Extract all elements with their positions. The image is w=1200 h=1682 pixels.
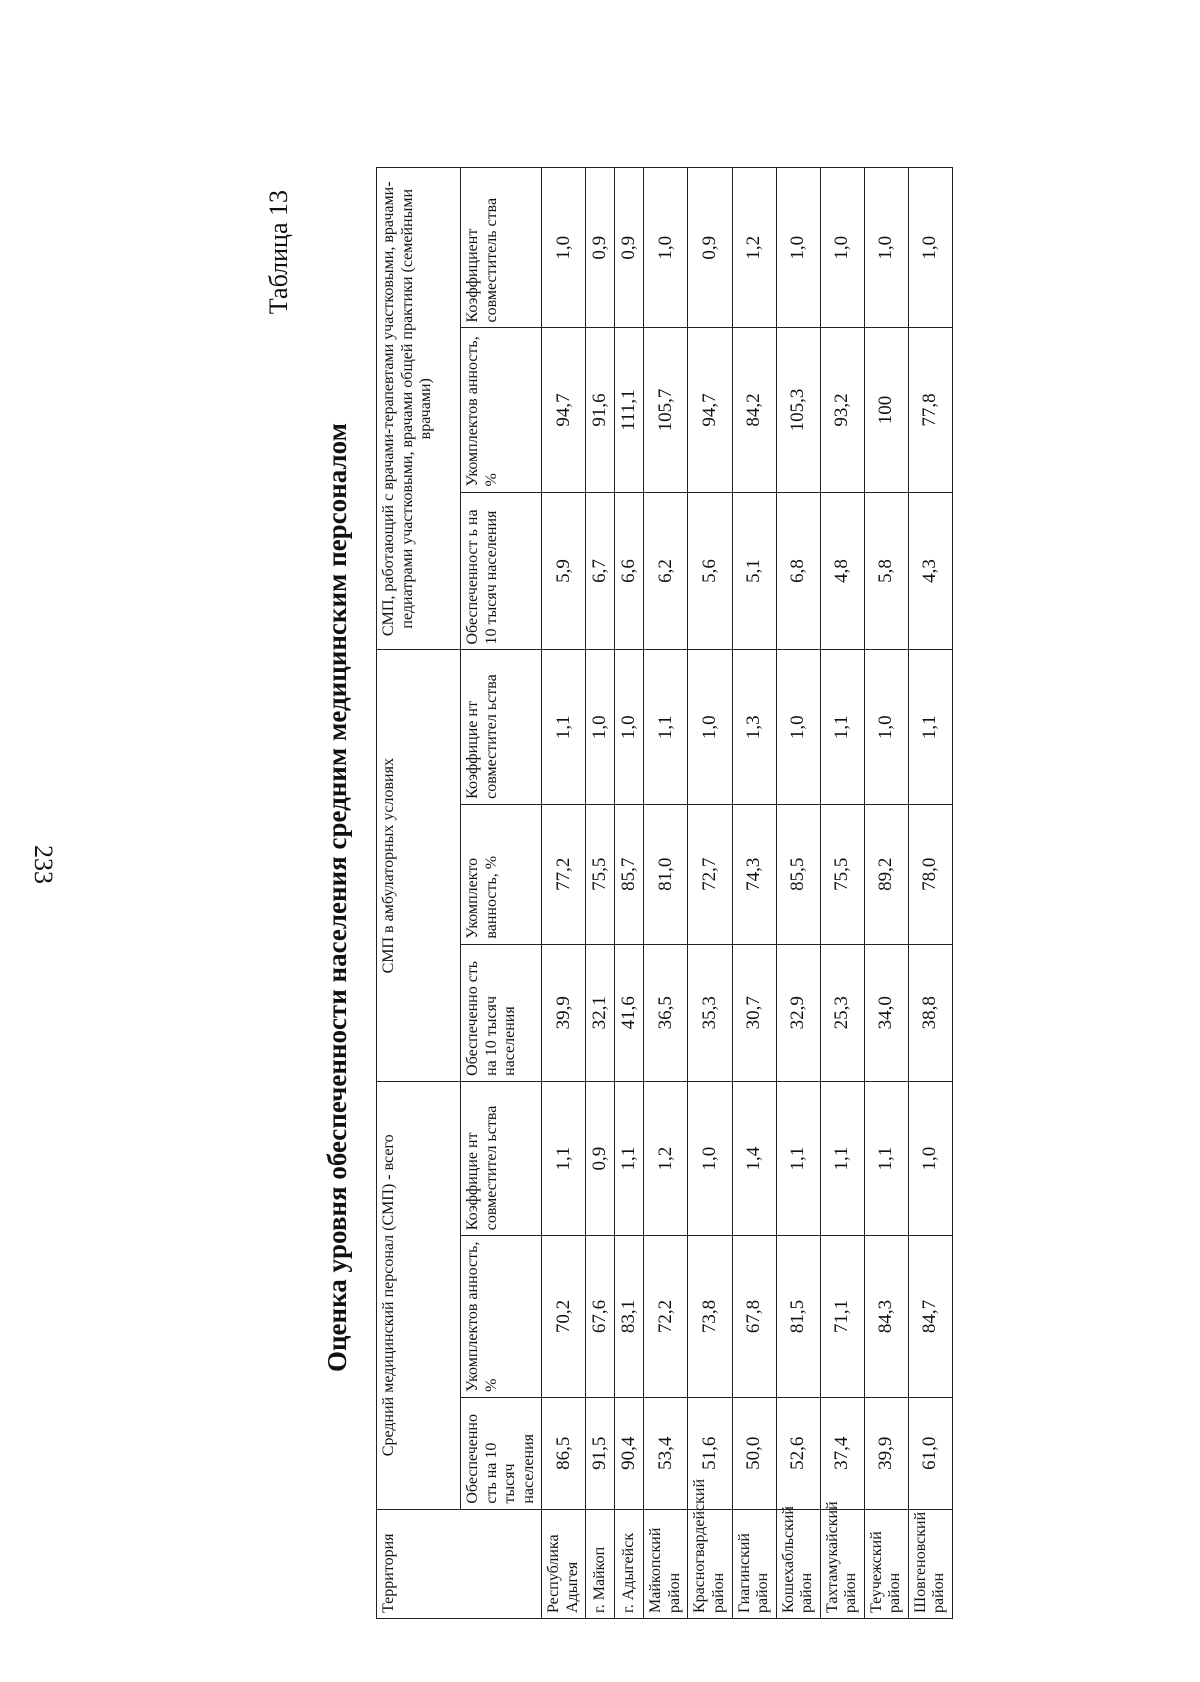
value-cell: 1,0 xyxy=(908,1081,952,1235)
value-cell: 1,1 xyxy=(615,1081,644,1235)
value-cell: 77,2 xyxy=(542,804,586,944)
header-sub: Укомплекто ванность, % xyxy=(461,804,542,944)
table-row xyxy=(542,168,586,1619)
table-row xyxy=(820,168,864,1619)
value-cell: 39,9 xyxy=(864,1397,908,1509)
value-cell: 90,4 xyxy=(615,1397,644,1509)
value-cell: 0,9 xyxy=(688,168,732,328)
value-cell: 6,7 xyxy=(586,492,615,650)
territory-cell: г. Майкоп xyxy=(586,1509,615,1618)
value-cell: 105,3 xyxy=(776,328,820,492)
table-row xyxy=(908,168,952,1619)
value-cell: 4,3 xyxy=(908,492,952,650)
header-sub: Обеспеченност ь на 10 тысяч населения xyxy=(461,492,542,650)
staffing-table xyxy=(376,167,953,1619)
value-cell: 4,8 xyxy=(820,492,864,650)
value-cell: 111,1 xyxy=(615,328,644,492)
value-cell: 32,9 xyxy=(776,944,820,1081)
value-cell: 75,5 xyxy=(586,804,615,944)
value-cell: 67,6 xyxy=(586,1236,615,1398)
value-cell: 70,2 xyxy=(542,1236,586,1398)
value-cell: 1,2 xyxy=(644,1081,688,1235)
value-cell: 86,5 xyxy=(542,1397,586,1509)
territory-cell: Шовгеновский район xyxy=(908,1509,952,1618)
header-sub: Обеспеченно сть на 10 тысяч населения xyxy=(461,944,542,1081)
value-cell: 61,0 xyxy=(908,1397,952,1509)
value-cell: 77,8 xyxy=(908,328,952,492)
table-row xyxy=(586,168,615,1619)
value-cell: 1,0 xyxy=(542,168,586,328)
value-cell: 50,0 xyxy=(732,1397,776,1509)
value-cell: 72,7 xyxy=(688,804,732,944)
value-cell: 67,8 xyxy=(732,1236,776,1398)
value-cell: 1,1 xyxy=(776,1081,820,1235)
value-cell: 1,0 xyxy=(864,650,908,804)
value-cell: 78,0 xyxy=(908,804,952,944)
value-cell: 93,2 xyxy=(820,328,864,492)
value-cell: 34,0 xyxy=(864,944,908,1081)
territory-cell: Майкопский район xyxy=(644,1509,688,1618)
value-cell: 73,8 xyxy=(688,1236,732,1398)
value-cell: 38,8 xyxy=(908,944,952,1081)
table-row xyxy=(776,168,820,1619)
table-body xyxy=(542,168,953,1619)
territory-cell: г. Адыгейск xyxy=(615,1509,644,1618)
header-group-smp-outpatient: СМП в амбулаторных условиях xyxy=(377,650,461,1081)
value-cell: 0,9 xyxy=(586,1081,615,1235)
value-cell: 5,9 xyxy=(542,492,586,650)
value-cell: 5,8 xyxy=(864,492,908,650)
value-cell: 1,1 xyxy=(864,1081,908,1235)
value-cell: 1,0 xyxy=(820,168,864,328)
value-cell: 0,9 xyxy=(615,168,644,328)
header-sub: Укомплектов анность, % xyxy=(461,1236,542,1398)
table-row xyxy=(732,168,776,1619)
value-cell: 1,3 xyxy=(732,650,776,804)
value-cell: 53,4 xyxy=(644,1397,688,1509)
value-cell: 105,7 xyxy=(644,328,688,492)
value-cell: 0,9 xyxy=(586,168,615,328)
value-cell: 1,0 xyxy=(615,650,644,804)
value-cell: 36,5 xyxy=(644,944,688,1081)
value-cell: 5,6 xyxy=(688,492,732,650)
value-cell: 72,2 xyxy=(644,1236,688,1398)
header-sub: Коэффицие нт совместител ьства xyxy=(461,1081,542,1235)
value-cell: 1,0 xyxy=(864,168,908,328)
table-row xyxy=(688,168,732,1619)
header-territory: Территория xyxy=(377,1509,542,1618)
value-cell: 1,1 xyxy=(542,650,586,804)
value-cell: 1,0 xyxy=(644,168,688,328)
value-cell: 83,1 xyxy=(615,1236,644,1398)
table-row xyxy=(615,168,644,1619)
value-cell: 1,1 xyxy=(820,650,864,804)
territory-cell: Тахтамукайский район xyxy=(820,1509,864,1618)
value-cell: 6,6 xyxy=(615,492,644,650)
value-cell: 94,7 xyxy=(542,328,586,492)
value-cell: 74,3 xyxy=(732,804,776,944)
value-cell: 84,7 xyxy=(908,1236,952,1398)
territory-cell: Гиагинский район xyxy=(732,1509,776,1618)
header-sub: Обеспеченно сть на 10 тысяч населения xyxy=(461,1397,542,1509)
document-content xyxy=(264,170,948,1625)
value-cell: 1,0 xyxy=(688,1081,732,1235)
territory-cell: Красногвардейский район xyxy=(688,1509,732,1618)
value-cell: 1,1 xyxy=(908,650,952,804)
table-title: Оценка уровня обеспеченности населения средним медицинским персоналом xyxy=(322,422,352,1373)
page-number: 233 xyxy=(29,845,58,884)
value-cell: 1,0 xyxy=(688,650,732,804)
value-cell: 35,3 xyxy=(688,944,732,1081)
header-sub: Коэффициент совместитель ства xyxy=(461,168,542,328)
header-group-smp-total: Средний медицинский персонал (СМП) - всего xyxy=(377,1081,461,1509)
value-cell: 84,3 xyxy=(864,1236,908,1398)
value-cell: 91,5 xyxy=(586,1397,615,1509)
value-cell: 75,5 xyxy=(820,804,864,944)
value-cell: 89,2 xyxy=(864,804,908,944)
value-cell: 51,6 xyxy=(688,1397,732,1509)
table-row xyxy=(864,168,908,1619)
value-cell: 1,0 xyxy=(586,650,615,804)
value-cell: 25,3 xyxy=(820,944,864,1081)
value-cell: 71,1 xyxy=(820,1236,864,1398)
value-cell: 1,4 xyxy=(732,1081,776,1235)
value-cell: 6,8 xyxy=(776,492,820,650)
value-cell: 1,2 xyxy=(732,168,776,328)
value-cell: 41,6 xyxy=(615,944,644,1081)
value-cell: 100 xyxy=(864,328,908,492)
value-cell: 1,0 xyxy=(776,650,820,804)
table-label: Таблица 13 xyxy=(264,190,293,315)
value-cell: 1,1 xyxy=(542,1081,586,1235)
value-cell: 52,6 xyxy=(776,1397,820,1509)
value-cell: 94,7 xyxy=(688,328,732,492)
value-cell: 39,9 xyxy=(542,944,586,1081)
value-cell: 30,7 xyxy=(732,944,776,1081)
value-cell: 85,7 xyxy=(615,804,644,944)
value-cell: 5,1 xyxy=(732,492,776,650)
value-cell: 91,6 xyxy=(586,328,615,492)
territory-cell: Кошехабльский район xyxy=(776,1509,820,1618)
territory-cell: Теучежский район xyxy=(864,1509,908,1618)
value-cell: 1,1 xyxy=(820,1081,864,1235)
header-sub: Укомплектов анность, % xyxy=(461,328,542,492)
value-cell: 81,5 xyxy=(776,1236,820,1398)
value-cell: 32,1 xyxy=(586,944,615,1081)
header-sub: Коэффицие нт совместител ьства xyxy=(461,650,542,804)
territory-cell: Республика Адыгея xyxy=(542,1509,586,1618)
value-cell: 1,0 xyxy=(908,168,952,328)
value-cell: 84,2 xyxy=(732,328,776,492)
value-cell: 1,0 xyxy=(776,168,820,328)
header-group-smp-district: СМП, работающий с врачами-терапевтами участковыми, врачами-педиатрами участковыми, врачами общей практики (семейными врачами) xyxy=(377,168,461,651)
value-cell: 37,4 xyxy=(820,1397,864,1509)
value-cell: 6,2 xyxy=(644,492,688,650)
value-cell: 85,5 xyxy=(776,804,820,944)
value-cell: 1,1 xyxy=(644,650,688,804)
value-cell: 81,0 xyxy=(644,804,688,944)
table-row xyxy=(644,168,688,1619)
